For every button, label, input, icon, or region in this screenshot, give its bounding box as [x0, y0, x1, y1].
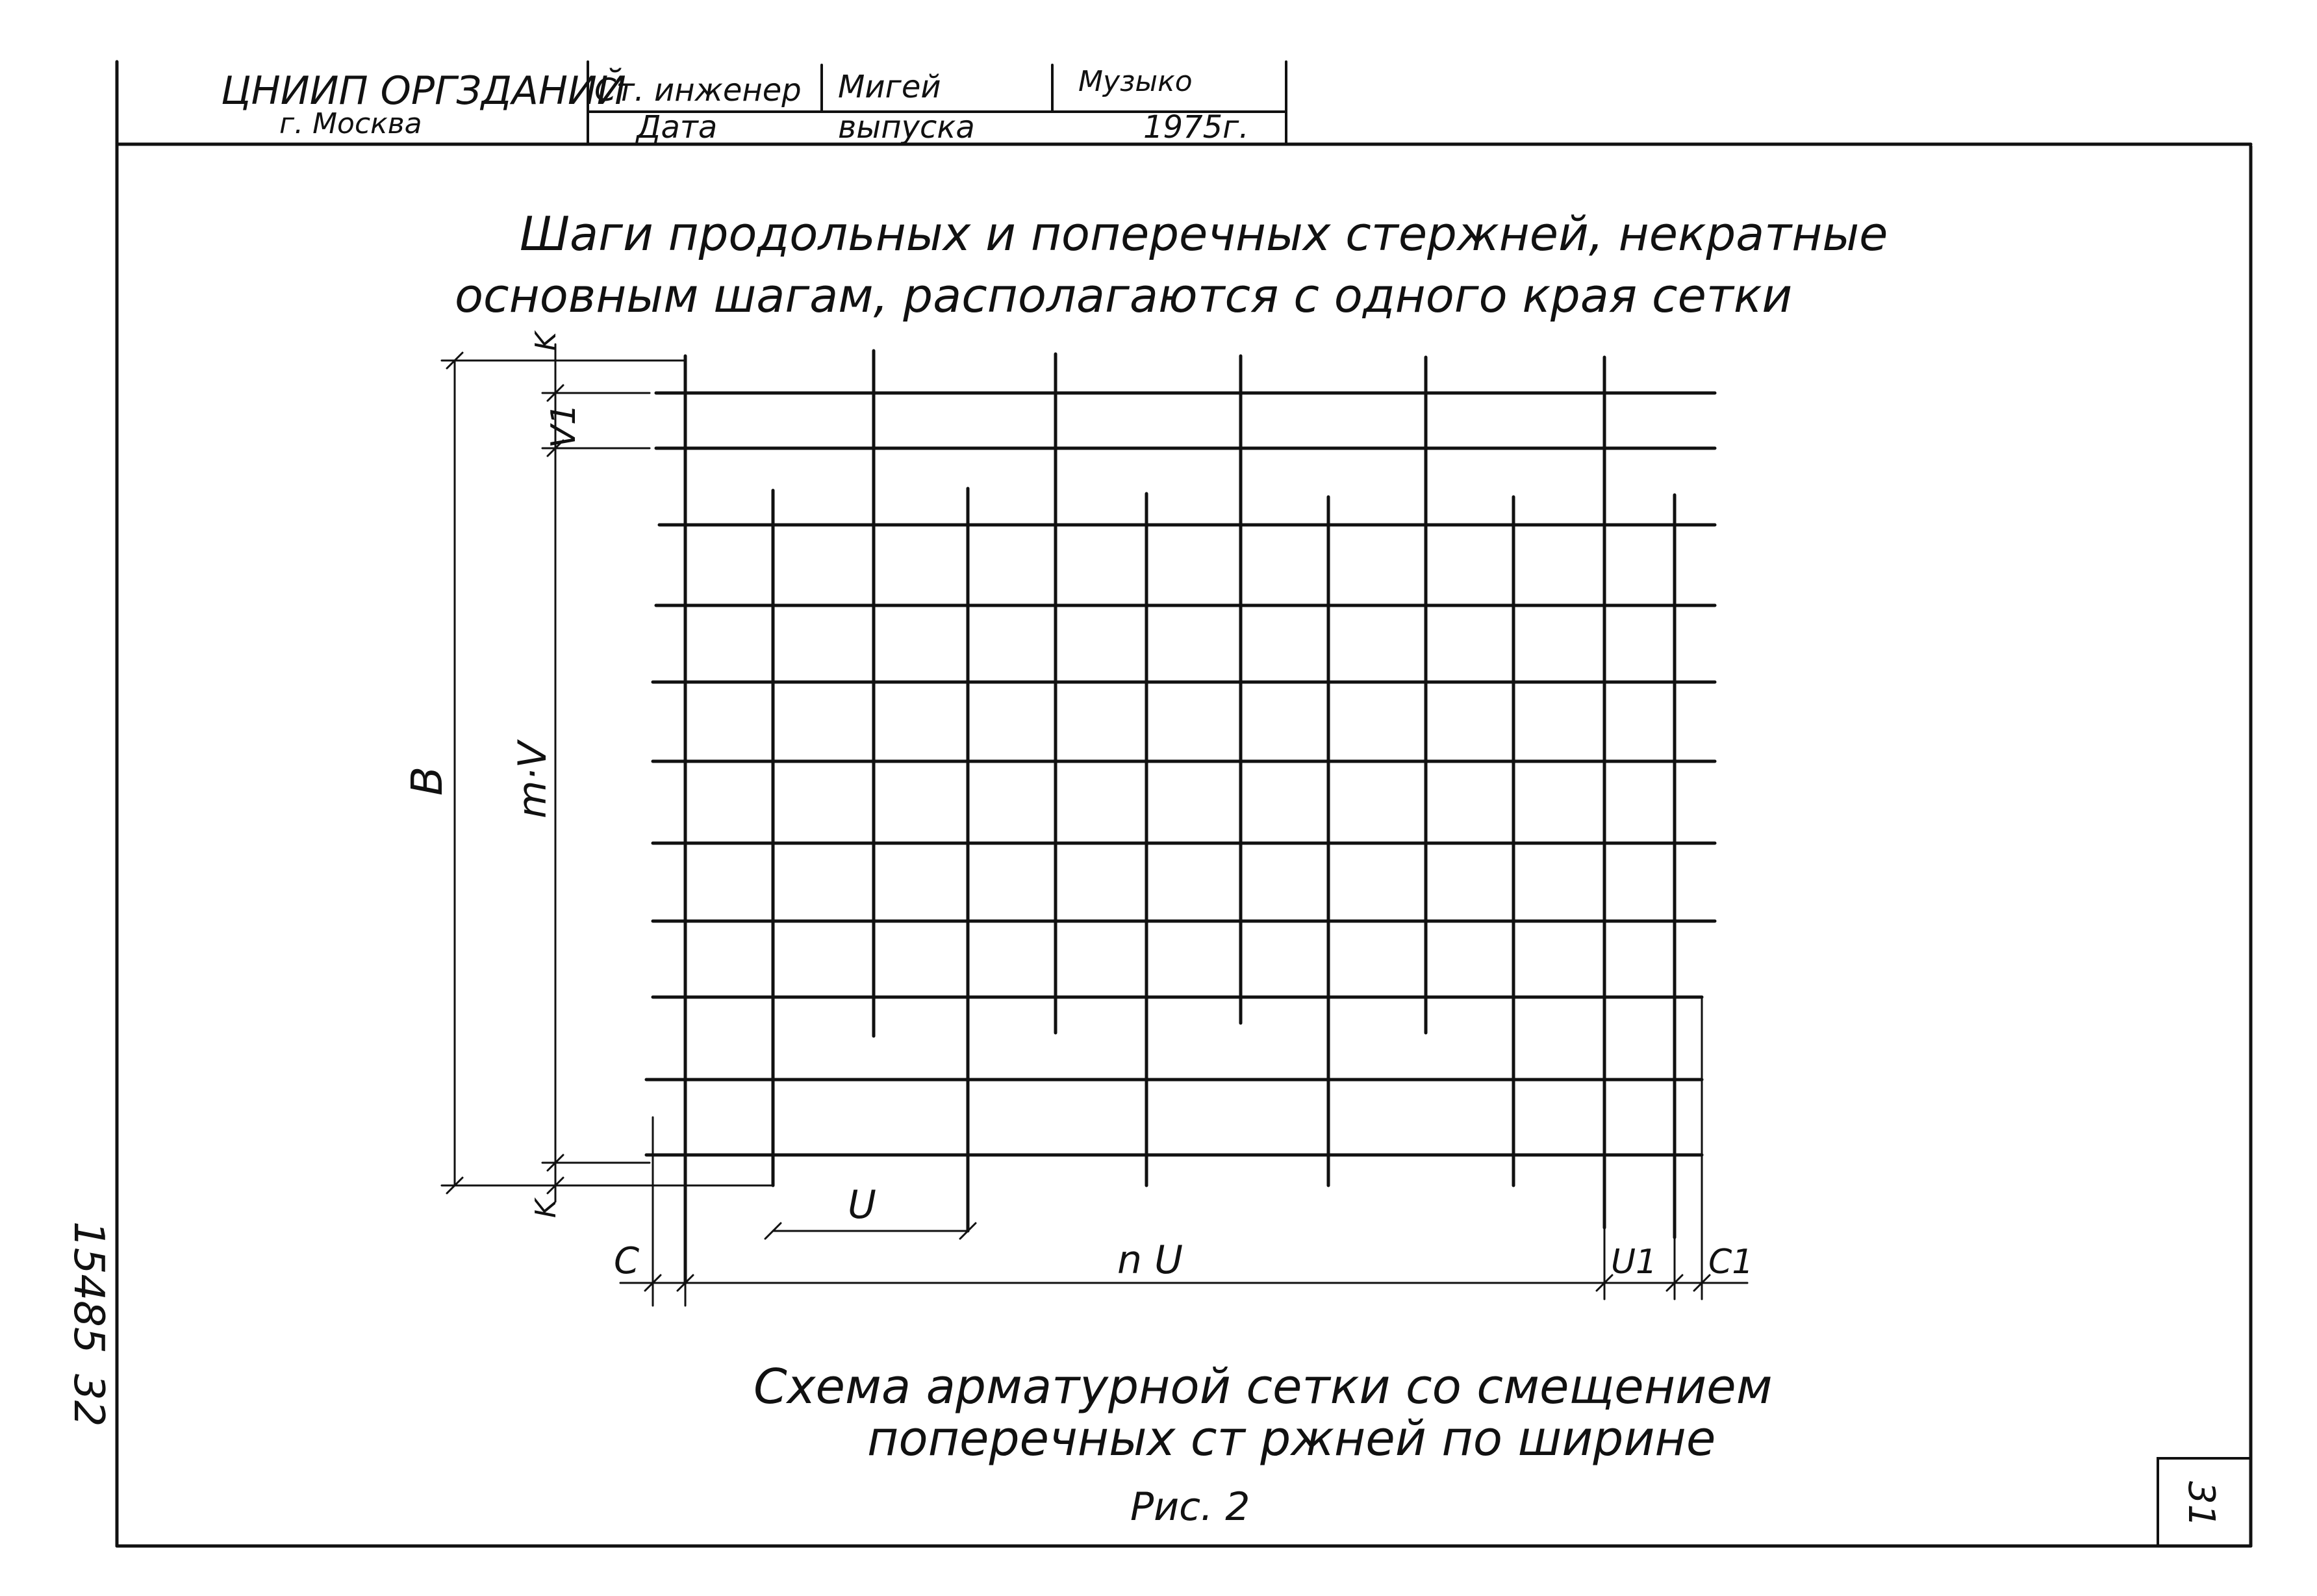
- dim-label-k-bottom: K: [529, 1199, 563, 1218]
- dimension-lines: [442, 344, 1747, 1306]
- dim-label-u1: U1: [1611, 1243, 1658, 1282]
- dim-label-v1: V1: [544, 403, 583, 448]
- margin-code-2: 32: [64, 1374, 112, 1427]
- engineer-name: Музыко: [1078, 65, 1193, 98]
- organization-name: ЦНИИП ОРГЗДАНИЙ: [221, 68, 626, 114]
- dimension-labels: [402, 330, 1753, 1283]
- figure-label: Рис. 2: [1130, 1484, 1250, 1530]
- page-number: 31: [2180, 1481, 2222, 1528]
- title-block: [221, 62, 1286, 146]
- caption-line-1: Схема арматурной сетки со смещением: [753, 1359, 1773, 1415]
- city-name: г. Москва: [279, 107, 422, 140]
- dim-label-b: B: [402, 766, 452, 796]
- page-number-box: [2158, 1458, 2251, 1546]
- date-label: Дата: [637, 109, 718, 146]
- heading-line-2: основным шагам, располагаются с одного края сетки: [455, 268, 1793, 323]
- dim-label-m-v: m·V: [510, 741, 555, 818]
- margin-code-1: 15485: [64, 1221, 112, 1354]
- dim-label-c1: C1: [1708, 1243, 1754, 1282]
- caption-line-2: поперечных ст ржней по ширине: [867, 1411, 1716, 1467]
- dim-label-c: C: [614, 1240, 640, 1282]
- release-year: 1975г.: [1143, 109, 1249, 146]
- dim-label-k-top: K: [529, 332, 563, 351]
- reinforcement-mesh: [646, 351, 1715, 1283]
- dim-label-n-u: n U: [1117, 1237, 1184, 1283]
- engineer-role: Ст. инженер: [594, 72, 802, 108]
- release-label: выпуска: [838, 109, 975, 146]
- heading-line-1: Шаги продольных и поперечных стержней, некратные: [520, 207, 1888, 261]
- dim-label-u: U: [848, 1182, 876, 1228]
- signature: Мигей: [838, 69, 941, 105]
